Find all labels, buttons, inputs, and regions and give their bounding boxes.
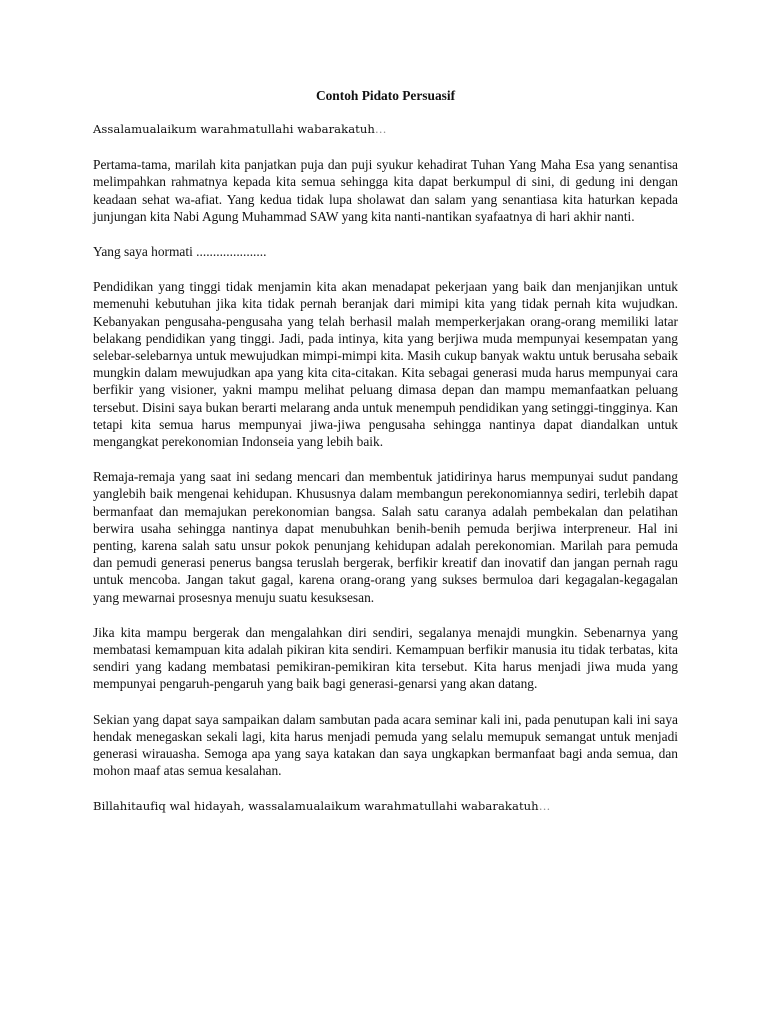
paragraph-conclusion: Sekian yang dapat saya sampaikan dalam sambutan pada acara seminar kali ini, pada penutupan kali ini saya hendak menegaskan sekali lagi, kita harus menjadi pemuda yang selalu memupuk semangat untuk menjadi generasi wirauasha. Semoga apa yang saya katakan dan saya ungkapkan bermanfaat bagi anda semua, dan mohon maaf atas semua kesalahan. [93,711,678,779]
closing-greeting [93,798,678,815]
paragraph-youth: Remaja-remaja yang saat ini sedang mencari dan membentuk jatidirinya harus mempunyai sudut pandang yanglebih baik mengenai kehidupan. Khususnya dalam membangun perekonomiannya sediri, terlebih dapat bermanfaat dan memajukan perekonomian bangsa. Salah satu caranya adalah pembekalan dan pelatihan berwira usaha sehingga nantinya dapat menubuhkan benih-benih pemuda berjiwa interpreneur. Hal ini penting, karena salah satu unsur pokok penunjang kehidupan adalah perekonomian. Marilah para pemuda dan pemudi generasi penerus bangsa teruslah bergerak, berfikir kreatif dan inovatif dan jangan pernah ragu untuk mencoba. Jangan takut gagal, karena orang-orang yang sukses bermuloa dari kegagalan-kegagalan yang mewarnai prosesnya menuju suatu kesuksesan. [93,469,678,605]
closing-ellipsis: … [538,798,551,813]
greeting-text: Assalamualaikum warahmatullahi wabarakatuh [93,122,375,136]
greeting-ellipsis: … [374,122,387,136]
paragraph-salutation: Yang saya hormati ..................... [93,244,267,260]
paragraph-education: Pendidikan yang tinggi tidak menjamin kita akan menadapat pekerjaan yang baik dan menjanjikan untuk memenuhi kebutuhan jika kita tidak pernah beranjak dari mimipi kita yang tidak pernah kita wujudkan. Kebanyakan pengusaha-pengusaha yang telah berhasil malah memperkerjakan orang-orang memiliki latar belakang pendidikan yang tinggi. Jadi, pada intinya, kita yang berjiwa muda mempunyai kesempatan yang selebar-selebarnya untuk mewujudkan mimpi-mimpi kita. Masih cukup banyak waktu untuk berusaha sebaik mungkin dalam mewujudkan apa yang kita cita-citakan. Kita sebagai generasi muda harus mempunyai cara berfikir yang visioner, yakni mampu melihat peluang dimasa depan dan mampu memanfaatkan peluang tersebut. Disini saya bukan berarti melarang anda untuk menempuh pendidikan yang setinggi-tingginya. Kan tetapi kita semua harus mempunyai jiwa-jiwa pengusaha sehingga nantinya dapat diandalkan untuk mengangkat perekonomian Indonseia yang lebih baik. [93,279,678,450]
paragraph-self-belief: Jika kita mampu bergerak dan mengalahkan diri sendiri, segalanya menajdi mungkin. Sebenarnya yang membatasi kemampuan kita adalah pikiran kita sendiri. Kemampuan berfikir manusia itu tidak terbatas, kita sendiri yang kadang membatasi pemikiran-pemikiran kita tersebut. Kita harus menjadi jiwa muda yang mempunyai pengaruh-pengaruh yang baik bagi generasi-genarsi yang akan datang. [93,624,678,692]
opening-greeting [93,121,678,138]
document-title: Contoh Pidato Persuasif [315,88,456,103]
closing-text: Billahitaufiq wal hidayah, wassalamualaikum warahmatullahi wabarakatuh [93,798,539,813]
paragraph-opening: Pertama-tama, marilah kita panjatkan puja dan puji syukur kehadirat Tuhan Yang Maha Esa yang senantisa melimpahkan rahmatnya kepada kita semua sehingga kita dapat berkumpul di sini, di gedung ini dengan keadaan sehat wa-afiat. Yang kedua tidak lupa sholawat dan salam yang senantiasa kita haturkan kepada junjungan kita Nabi Agung Muhammad SAW yang kita nanti-nantikan syafaatnya di hari akhir nanti. [93,157,678,224]
